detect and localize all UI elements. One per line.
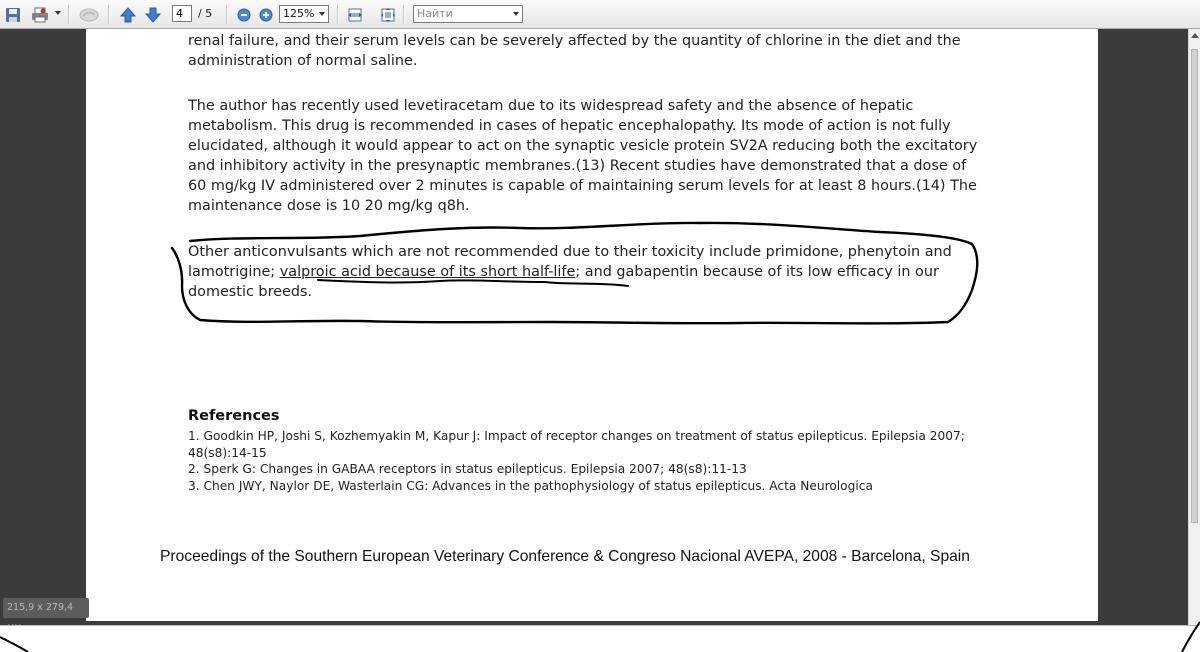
next-page-icon[interactable] bbox=[142, 4, 164, 25]
paragraph-levetiracetam: The author has recently used levetiracetam due to its widespread safety and the absence of hepatic metabolism. This drug is recommended in cases of hepatic encephalopathy. Its mode of action is not fully elucidated, although it would appear to act on the synaptic vesicle protein SV2A reducing both the excitatory and inhibitory activity in the presynaptic membranes.(13) Recent studies have demonstrated that a dose of 60 mg/kg IV administered over 2 minutes is capable of maintaining serum levels for at least 8 hours.(14) The maintenance dose is 10 20 mg/kg q8h. bbox=[188, 98, 978, 214]
toolbar bbox=[0, 0, 1200, 29]
toolbar-separator bbox=[68, 5, 70, 24]
chevron-down-icon bbox=[319, 12, 325, 16]
toolbar-separator bbox=[108, 5, 110, 24]
zoom-in-icon[interactable] bbox=[255, 4, 277, 25]
scroll-thumb[interactable] bbox=[1191, 49, 1198, 523]
prev-page-icon[interactable] bbox=[117, 4, 139, 25]
find-input[interactable] bbox=[413, 5, 523, 23]
print-menu-caret-icon[interactable] bbox=[55, 11, 61, 15]
save-icon[interactable] bbox=[2, 4, 24, 25]
paragraph-anticonvulsants bbox=[188, 242, 988, 302]
scroll-up-icon[interactable] bbox=[1191, 33, 1199, 38]
zoom-out-icon[interactable] bbox=[233, 4, 255, 25]
zoom-value: 125% bbox=[283, 7, 315, 20]
reference-item: 1. Goodkin HP, Joshi S, Kozhemyakin M, Kapur J: Impact of receptor changes on treatment of status epilepticus. Epilepsia 2007; 48(s8):14-15 bbox=[188, 429, 965, 460]
page-total-label: / 5 bbox=[198, 7, 213, 20]
toolbar-separator bbox=[226, 5, 228, 24]
reference-item: 2. Sperk G: Changes in GABAA receptors in status epilepticus. Epilepsia 2007; 48(s8):11-13 bbox=[188, 462, 747, 476]
zoom-select[interactable] bbox=[279, 5, 329, 23]
reference-item: 3. Chen JWY, Naylor DE, Wasterlain CG: Advances in the pathophysiology of status epilepticus. Acta Neurologica bbox=[188, 479, 873, 493]
sign-disabled-icon bbox=[78, 4, 100, 25]
bottom-panel bbox=[0, 625, 1200, 652]
paragraph-text: ; and gabapentin because of its low efficacy in our domestic breeds. bbox=[188, 264, 939, 300]
references-heading: References bbox=[188, 408, 280, 424]
underlined-text: valproic acid because of its short half-life bbox=[279, 264, 576, 280]
page-size-badge: 215,9 x 279,4 bbox=[3, 598, 89, 618]
chevron-down-icon bbox=[513, 12, 519, 16]
fit-page-icon[interactable] bbox=[377, 4, 399, 25]
find-placeholder: Найти bbox=[417, 7, 453, 20]
toolbar-separator bbox=[337, 5, 339, 24]
print-icon[interactable] bbox=[29, 4, 51, 25]
paragraph-text: Other anticonvulsants which are not recommended due to their toxicity include primidone, phenytoin and lamotrigine; bbox=[188, 244, 952, 280]
paragraph-renal: renal failure, and their serum levels can be severely affected by the quantity of chlorine in the diet and the administration of normal saline. bbox=[188, 33, 961, 69]
fit-width-icon[interactable] bbox=[344, 4, 366, 25]
page-footer: Proceedings of the Southern European Veterinary Conference & Congreso Nacional AVEPA, 2008 - Barcelona, Spain bbox=[160, 548, 970, 565]
toolbar-separator bbox=[403, 5, 405, 24]
page-number-input[interactable]: 4 bbox=[172, 5, 192, 22]
vertical-scrollbar[interactable] bbox=[1188, 29, 1200, 625]
